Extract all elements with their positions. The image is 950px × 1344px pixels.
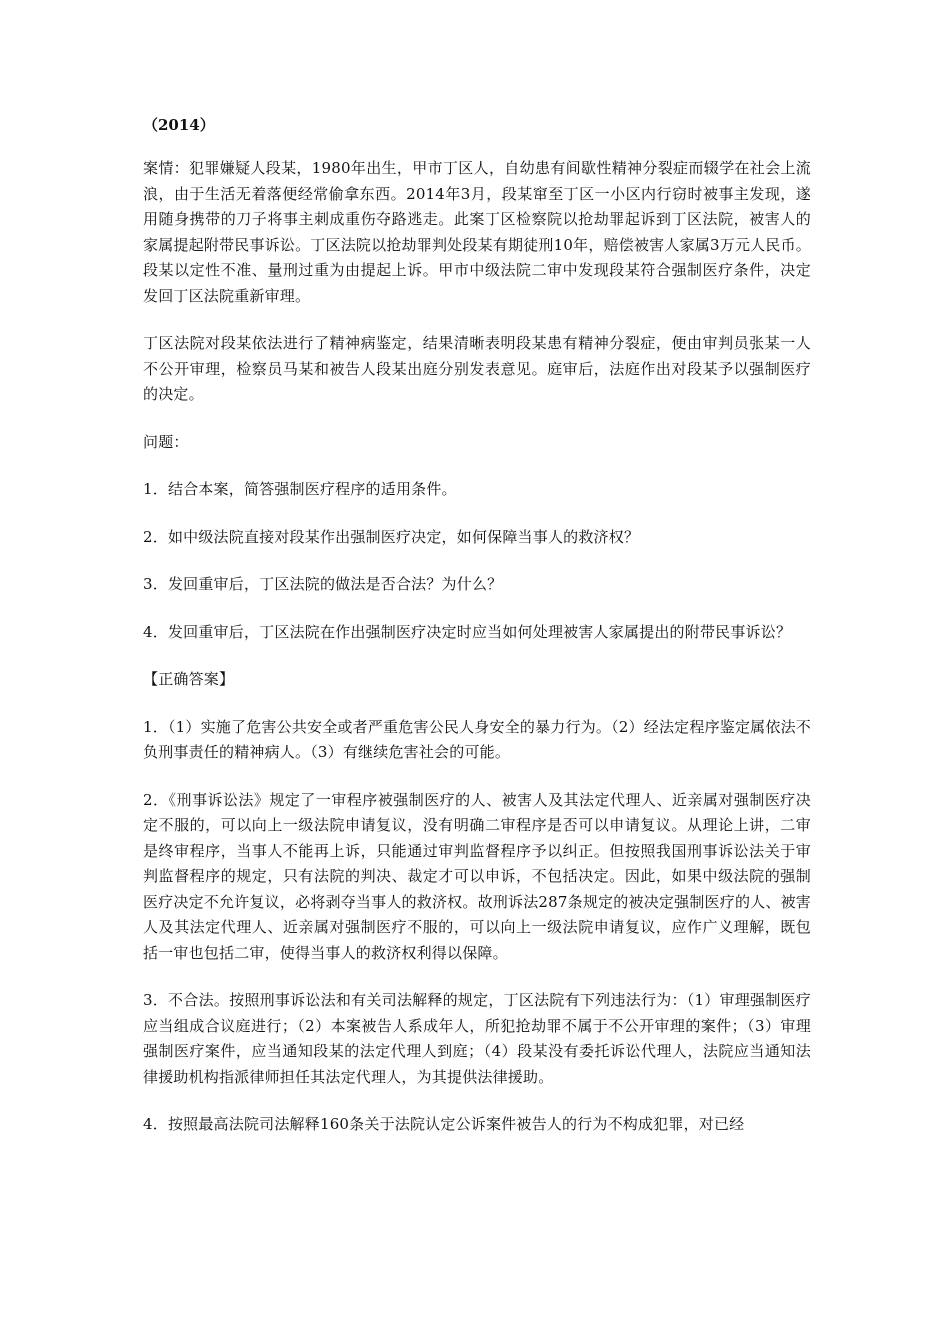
question-2: 2．如中级法院直接对段某作出强制医疗决定，如何保障当事人的救济权？ <box>143 527 640 546</box>
year-heading: （2014） <box>143 116 215 134</box>
question-3: 3．发回重审后，丁区法院的做法是否合法？为什么？ <box>143 575 503 593</box>
question-1: 1．结合本案，简答强制医疗程序的适用条件。 <box>143 480 457 498</box>
question-4: 4．发回重审后，丁区法院在作出强制医疗决定时应当如何处理被害人家属提出的附带民事诉讼？ <box>143 622 792 641</box>
questions-label: 问题： <box>143 432 189 451</box>
answer-label: 【正确答案】 <box>143 670 235 688</box>
answer-3: 3．不合法。按照刑事诉讼法和有关司法解释的规定，丁区法院有下列违法行为：（1）审理强制医疗应当组成合议庭进行；（2）本案被告人系成年人，所犯抢劫罪不属于不公开审理的案件；（3）审理强制医疗案件，应当通知段某的法定代理人到庭；（4）段某没有委托诉讼代理人，法院应当通知法律援助机构指派律师担任其法定代理人，为其提供法律援助。 <box>143 991 811 1086</box>
answer-2: 2．《刑事诉讼法》规定了一审程序被强制医疗的人、被害人及其法定代理人、近亲属对强制医疗决定不服的，可以向上一级法院申请复议，没有明确二审程序是否可以申请复议。从理论上讲，二审是终审程序，当事人不能再上诉，只能通过审判监督程序予以纠正。但按照我国刑事诉讼法关于审判监督程序的规定，只有法院的判决、裁定才可以申诉，不包括决定。因此，如果中级法院的强制医疗决定不允许复议，必将剥夺当事人的救济权。故刑诉法287条规定的被决定强制医疗的人、被害人及其法定代理人、近亲属对强制医疗不服的，可以向上一级法院申请复议，应作广义理解，既包括一审也包括二审，使得当事人的救济权利得以保障。 <box>143 790 811 962</box>
case-facts-paragraph-1: 案情：犯罪嫌疑人段某，1980年出生，甲市丁区人，自幼患有间歇性精神分裂症而辍学在社会上流浪，由于生活无着落便经常偷拿东西。2014年3月，段某窜至丁区一小区内行窃时被事主发现，遂用随身携带的刀子将事主刺成重伤夺路逃走。此案丁区检察院以抢劫罪起诉到丁区法院，被害人的家属提起附带民事诉讼。丁区法院以抢劫罪判处段某有期徒刑10年，赔偿被害人家属3万元人民币。段某以定性不准、量刑过重为由提起上诉。甲市中级法院二审中发现段某符合强制医疗条件，决定发回丁区法院重新审理。 <box>143 159 811 305</box>
answer-4: 4．按照最高法院司法解释160条关于法院认定公诉案件被告人的行为不构成犯罪，对已经 <box>143 1115 745 1133</box>
case-facts-paragraph-2: 丁区法院对段某依法进行了精神病鉴定，结果清晰表明段某患有精神分裂症，便由审判员张某一人不公开审理，检察员马某和被告人段某出庭分别发表意见。庭审后，法庭作出对段某予以强制医疗的决定。 <box>143 334 811 403</box>
document-page <box>143 112 811 1160</box>
answer-1: 1．（1）实施了危害公共安全或者严重危害公民人身安全的暴力行为。（2）经法定程序鉴定属依法不负刑事责任的精神病人。（3）有继续危害社会的可能。 <box>143 717 811 761</box>
